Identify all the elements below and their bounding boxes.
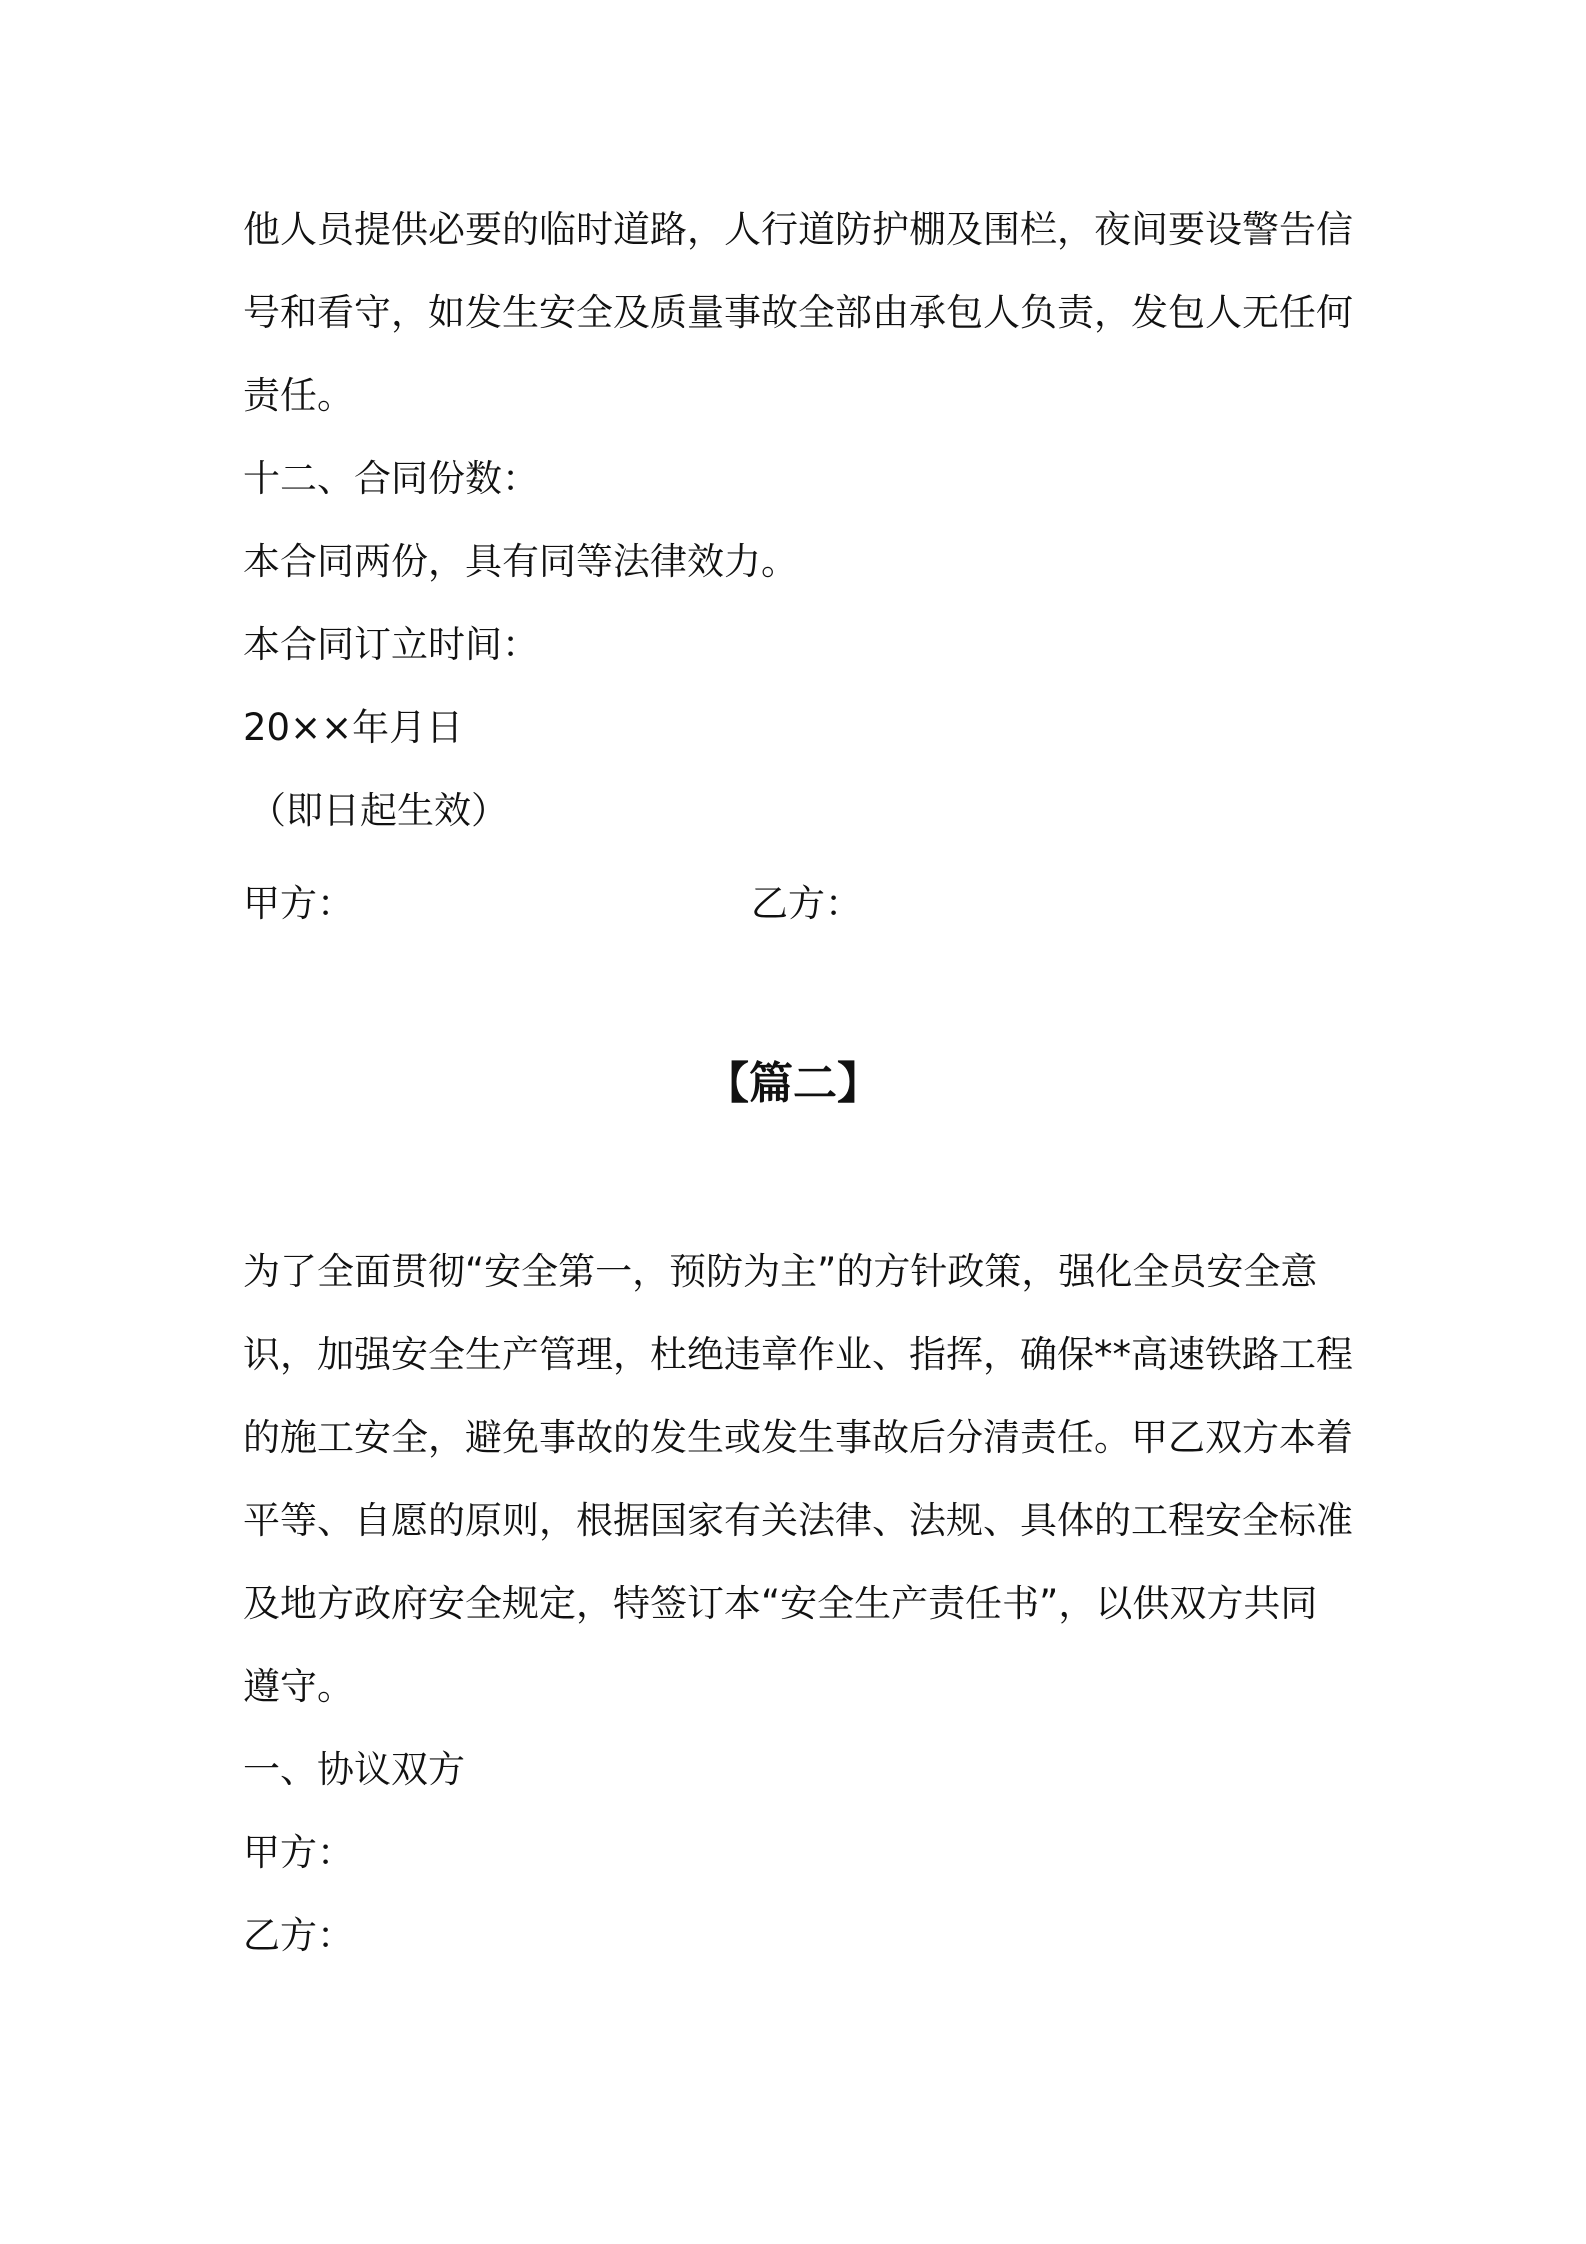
party-a-label: 甲方：: [243, 1831, 354, 1874]
signing-date-value: 20××年月日: [243, 706, 464, 749]
responsibility-intro-paragraph: [243, 1230, 1363, 1977]
paragraph-line: 他人员提供必要的临时道路，人行道防护棚及围栏，夜间要设警告信: [243, 208, 1353, 251]
paragraph-line: 责任。: [243, 374, 354, 417]
chapter-title: 【篇二】: [705, 1058, 881, 1109]
paragraph-line: 为了全面贯彻“安全第一，预防为主”的方针政策，强化全员安全意: [243, 1250, 1318, 1293]
paragraph-line: 的施工安全，避免事故的发生或发生事故后分清责任。甲乙双方本着: [243, 1416, 1353, 1459]
paragraph-line: 平等、自愿的原则，根据国家有关法律、法规、具体的工程安全标准: [243, 1499, 1353, 1542]
party-b-label: 乙方：: [751, 882, 862, 925]
paragraph-line: 号和看守，如发生安全及质量事故全部由承包人负责，发包人无任何: [243, 291, 1353, 334]
paragraph-line: 及地方政府安全规定，特签订本“安全生产责任书”，以供双方共同: [243, 1582, 1318, 1625]
copies-statement: 本合同两份，具有同等法律效力。: [243, 540, 798, 583]
contract-clause-paragraph: [243, 188, 1363, 852]
paragraph-line: 遵守。: [243, 1665, 354, 1708]
party-b-label: 乙方：: [243, 1914, 354, 1957]
effective-note: （即日起生效）: [249, 789, 508, 832]
party-a-label: 甲方：: [243, 882, 354, 925]
signature-row: [243, 862, 1363, 945]
paragraph-line: 识，加强安全生产管理，杜绝违章作业、指挥，确保**高速铁路工程: [243, 1333, 1353, 1376]
clause-heading-copies: 十二、合同份数：: [243, 457, 539, 500]
signing-date-label: 本合同订立时间：: [243, 623, 539, 666]
clause-heading-parties: 一、协议双方: [243, 1748, 465, 1791]
